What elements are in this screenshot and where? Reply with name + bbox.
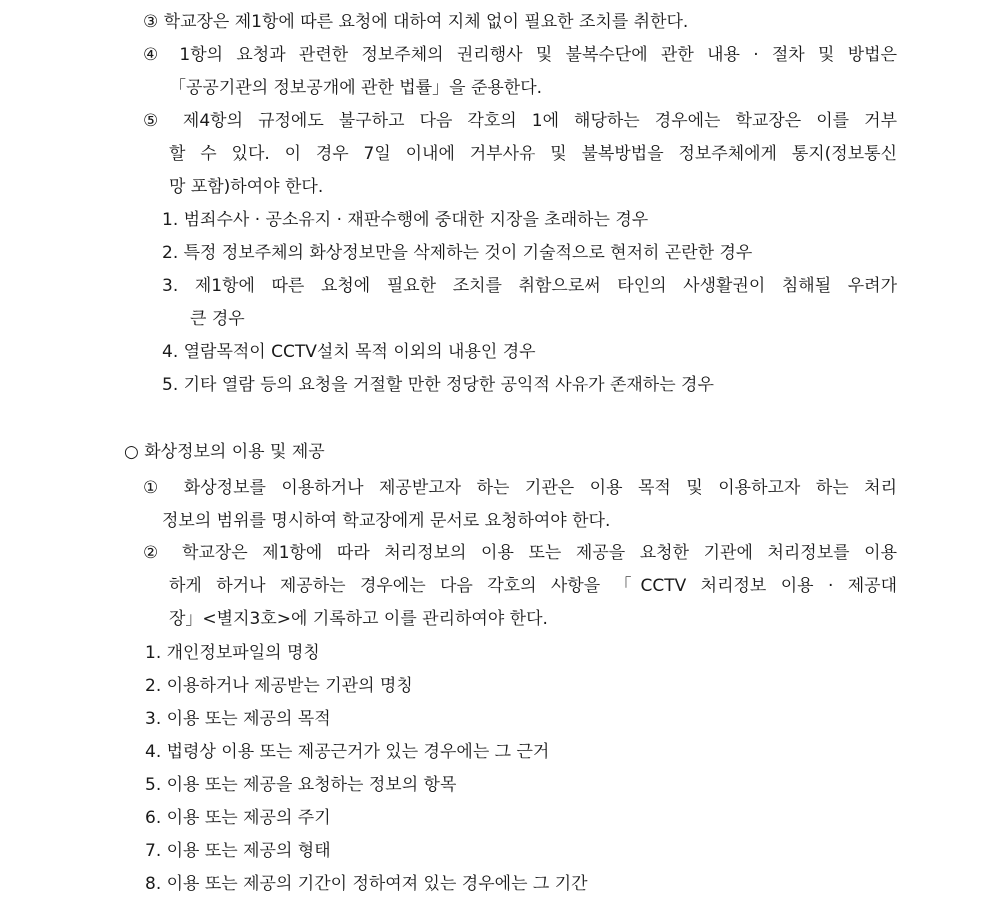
section-heading: ○ 화상정보의 이용 및 제공	[124, 442, 325, 462]
list-item: 8. 이용 또는 제공의 기간이 정하여져 있는 경우에는 그 기간	[145, 874, 588, 894]
list-item: 5. 기타 열람 등의 요청을 거절할 만한 정당한 공익적 사유가 존재하는 경우	[162, 375, 714, 395]
list-item: 3. 이용 또는 제공의 목적	[145, 709, 331, 729]
paragraph-item-3: ③ 학교장은 제1항에 따른 요청에 대하여 지체 없이 필요한 조치를 취한다.	[143, 12, 689, 32]
paragraph-item-1-line-1: ① 화상정보를 이용하거나 제공받고자 하는 기관은 이용 목적 및 이용하고자 하는 처리	[143, 478, 897, 498]
list-item: 1. 개인정보파일의 명칭	[145, 643, 320, 663]
paragraph-item-5-line-2: 할 수 있다. 이 경우 7일 이내에 거부사유 및 불복방법을 정보주체에게 통지(정보통신	[169, 144, 897, 164]
paragraph-item-5-line-3: 망 포함)하여야 한다.	[169, 177, 324, 197]
list-item: 2. 이용하거나 제공받는 기관의 명칭	[145, 676, 413, 696]
list-item: 4. 법령상 이용 또는 제공근거가 있는 경우에는 그 근거	[145, 742, 550, 762]
list-item: 3. 제1항에 따른 요청에 필요한 조치를 취함으로써 타인의 사생활권이 침해될 우려가	[162, 276, 897, 296]
paragraph-item-1-line-2: 정보의 범위를 명시하여 학교장에게 문서로 요청하여야 한다.	[162, 511, 611, 531]
list-item: 2. 특정 정보주체의 화상정보만을 삭제하는 것이 기술적으로 현저히 곤란한 경우	[162, 243, 753, 263]
list-item: 7. 이용 또는 제공의 형태	[145, 841, 331, 861]
list-item: 4. 열람목적이 CCTV설치 목적 이외의 내용인 경우	[162, 342, 536, 362]
paragraph-item-2-line-3: 장」<별지3호>에 기록하고 이를 관리하여야 한다.	[169, 609, 548, 629]
list-item: 6. 이용 또는 제공의 주기	[145, 808, 331, 828]
paragraph-item-5-line-1: ⑤ 제4항의 규정에도 불구하고 다음 각호의 1에 해당하는 경우에는 학교장은 이를 거부	[143, 111, 897, 131]
list-item-continuation: 큰 경우	[190, 309, 245, 329]
paragraph-item-4-line-1: ④ 1항의 요청과 관련한 정보주체의 권리행사 및 불복수단에 관한 내용 · 절차 및 방법은	[143, 45, 897, 65]
paragraph-item-2-line-1: ② 학교장은 제1항에 따라 처리정보의 이용 또는 제공을 요청한 기관에 처리정보를 이용	[143, 543, 897, 563]
list-item: 1. 범죄수사 · 공소유지 · 재판수행에 중대한 지장을 초래하는 경우	[162, 210, 649, 230]
list-item: 5. 이용 또는 제공을 요청하는 정보의 항목	[145, 775, 457, 795]
paragraph-item-4-line-2: 「공공기관의 정보공개에 관한 법률」을 준용한다.	[169, 78, 543, 98]
paragraph-item-2-line-2: 하게 하거나 제공하는 경우에는 다음 각호의 사항을 「CCTV 처리정보 이용 · 제공대	[169, 576, 897, 596]
